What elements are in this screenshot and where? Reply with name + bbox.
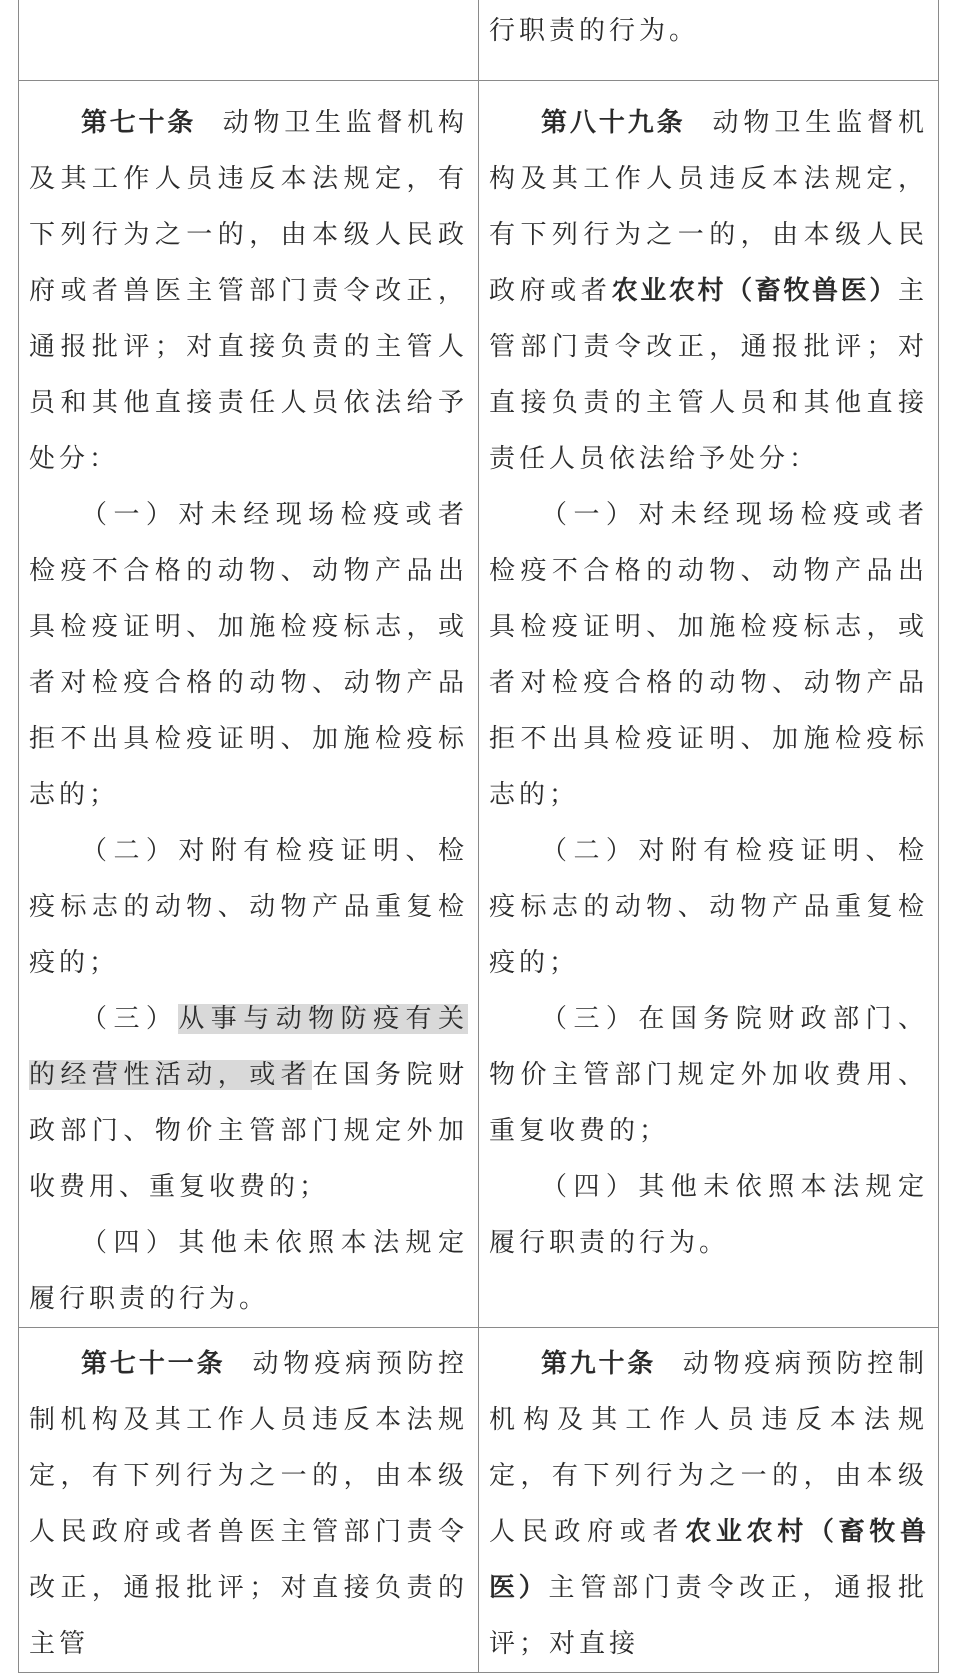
paragraph xyxy=(29,991,468,1215)
clause-text: （二）对附有检疫证明、检疫标志的动物、动物产品重复检疫的； xyxy=(29,836,468,978)
new-law-cell xyxy=(479,0,939,81)
article-title: 第七十一条 xyxy=(81,1349,226,1379)
clause-text: 动物疫病预防控制机构及其工作人员违反本法规定，有下列行为之一的，由本级人民政府或者 xyxy=(489,1349,928,1547)
clause-text: （二）对附有检疫证明、检疫标志的动物、动物产品重复检疫的； xyxy=(489,836,928,978)
old-law-cell-article-70 xyxy=(19,81,479,1328)
clause-text: 动物卫生监督机构及其工作人员违反本法规定，有下列行为之一的，由本级人民政府或者 xyxy=(489,108,928,306)
paragraph xyxy=(489,1159,928,1271)
law-comparison-table xyxy=(18,0,939,1673)
article-title: 农业农村（畜牧兽医） xyxy=(611,276,898,306)
old-law-cell xyxy=(19,0,479,81)
clause-text: （一）对未经现场检疫或者检疫不合格的动物、动物产品出具检疫证明、加施检疫标志，或者对检疫合格的动物、动物产品拒不出具检疫证明、加施检疫标志的； xyxy=(489,500,928,810)
paragraph xyxy=(29,1215,468,1327)
clause-text: 动物疫病预防控制机构及其工作人员违反本法规定，有下列行为之一的，由本级人民政府或者兽医主管部门责令改正，通报批评；对直接负责的主管 xyxy=(29,1349,468,1659)
paragraph xyxy=(489,487,928,823)
clause-text: 主管部门责令改正，通报批评；对直接 xyxy=(489,1573,928,1659)
paragraph xyxy=(489,95,928,487)
article-title: 第七十条 xyxy=(81,108,196,138)
clause-text: 在国务院财政部门、物价主管部门规定外加收费用、重复收费的； xyxy=(29,1060,468,1202)
clause-text: （四）其他未依照本法规定履行职责的行为。 xyxy=(489,1172,928,1258)
paragraph xyxy=(29,1336,468,1672)
paragraph xyxy=(29,823,468,991)
paragraph xyxy=(489,823,928,991)
table-row xyxy=(19,0,939,81)
old-law-cell-article-71 xyxy=(19,1328,479,1673)
article-title: 第九十条 xyxy=(541,1349,656,1379)
new-law-cell-article-90 xyxy=(479,1328,939,1673)
clause-text: 动物卫生监督机构及其工作人员违反本法规定，有下列行为之一的，由本级人民政府或者兽医主管部门责令改正，通报批评；对直接负责的主管人员和其他直接责任人员依法给予处分： xyxy=(29,108,468,474)
clause-text: （三） xyxy=(81,1004,179,1034)
new-law-cell-article-89 xyxy=(479,81,939,1328)
clause-text: （一）对未经现场检疫或者检疫不合格的动物、动物产品出具检疫证明、加施检疫标志，或者对检疫合格的动物、动物产品拒不出具检疫证明、加施检疫标志的； xyxy=(29,500,468,810)
paragraph xyxy=(29,487,468,823)
clause-text: （三）在国务院财政部门、物价主管部门规定外加收费用、重复收费的； xyxy=(489,1004,928,1146)
article-title: 第八十九条 xyxy=(541,108,686,138)
clause-text: （四）其他未依照本法规定履行职责的行为。 xyxy=(29,1228,468,1314)
highlighted-text: 从事与动物防疫有关的经营性活动，或者 xyxy=(29,1004,468,1090)
clause-text: 主管部门责令改正，通报批评；对直接负责的主管人员和其他直接责任人员依法给予处分： xyxy=(489,276,928,474)
clause-text: 行职责的行为。 xyxy=(489,16,700,46)
paragraph xyxy=(489,991,928,1159)
article-title: 农业农村（畜牧兽医） xyxy=(489,1517,928,1603)
paragraph xyxy=(29,95,468,487)
table-row xyxy=(19,81,939,1328)
paragraph xyxy=(489,1336,928,1672)
paragraph xyxy=(489,3,928,59)
table-row xyxy=(19,1328,939,1673)
